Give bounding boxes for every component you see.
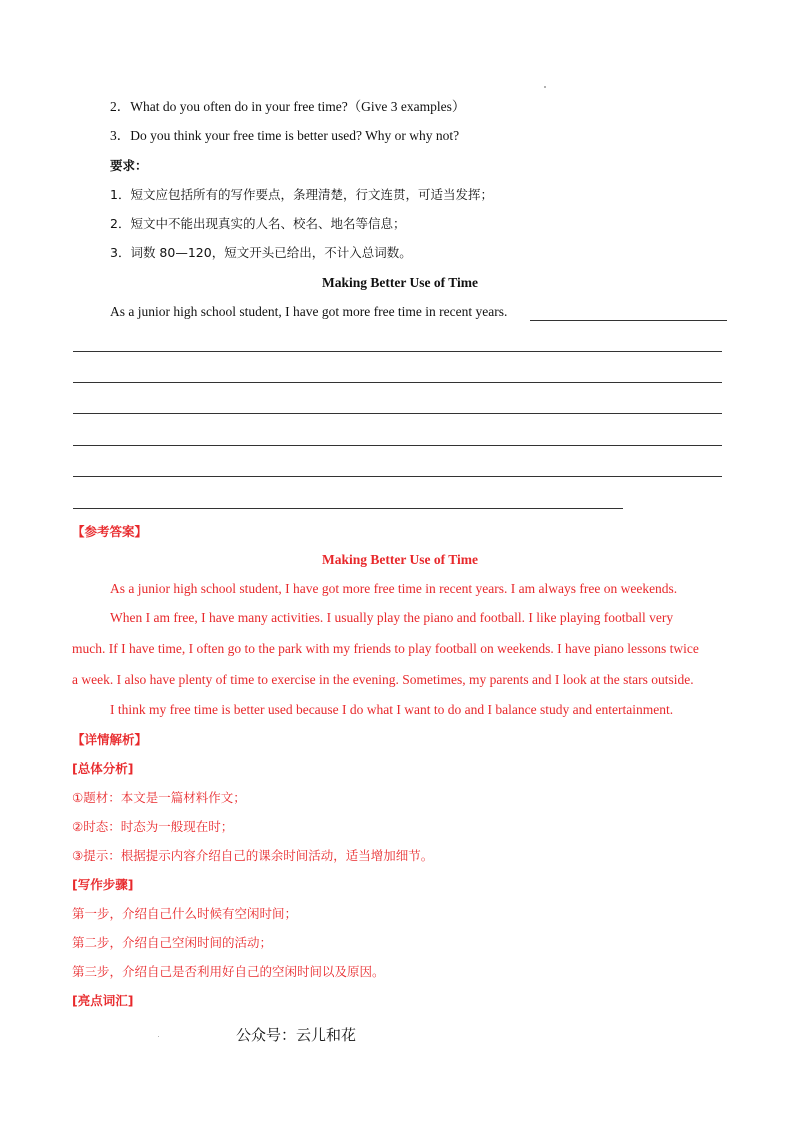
footer-watermark: 公众号：云儿和花 bbox=[236, 1026, 357, 1044]
writing-steps-label: [写作步骤] bbox=[72, 877, 134, 892]
writing-line[interactable] bbox=[530, 320, 727, 321]
highlight-vocab-label: [亮点词汇] bbox=[72, 993, 134, 1008]
reference-answer-title: Making Better Use of Time bbox=[322, 552, 478, 567]
scan-speck bbox=[544, 86, 546, 88]
reference-answer-heading: 【参考答案】 bbox=[72, 524, 148, 539]
answer-line: much. If I have time, I often go to the park with my friends to play football on weekends. I have piano lessons twice bbox=[72, 641, 699, 656]
overall-analysis-item: ①题材：本文是一篇材料作文； bbox=[72, 790, 246, 805]
analysis-heading: 【详情解析】 bbox=[72, 732, 148, 747]
writing-line[interactable] bbox=[73, 382, 722, 383]
answer-line: As a junior high school student, I have got more free time in recent years. I am always free on weekends. bbox=[110, 581, 678, 596]
writing-step: 第一步，介绍自己什么时候有空闲时间； bbox=[72, 906, 298, 921]
scan-speck bbox=[158, 1036, 159, 1037]
writing-step: 第三步，介绍自己是否利用好自己的空闲时间以及原因。 bbox=[72, 964, 385, 979]
requirement-1: 1．短文应包括所有的写作要点，条理清楚，行文连贯，可适当发挥； bbox=[110, 187, 493, 202]
overall-analysis-item: ②时态：时态为一般现在时； bbox=[72, 819, 234, 834]
requirements-heading: 要求： bbox=[110, 158, 148, 173]
question-3: 3．Do you think your free time is better used? Why or why not? bbox=[110, 128, 460, 143]
essay-opening: As a junior high school student, I have got more free time in recent years. bbox=[110, 304, 508, 319]
writing-line[interactable] bbox=[73, 413, 722, 414]
writing-line[interactable] bbox=[73, 351, 722, 352]
overall-analysis-item: ③提示：根据提示内容介绍自己的课余时间活动，适当增加细节。 bbox=[72, 848, 434, 863]
answer-line: When I am free, I have many activities. I usually play the piano and football. I like playing football very bbox=[110, 610, 674, 625]
writing-line[interactable] bbox=[73, 445, 722, 446]
question-2: 2．What do you often do in your free time?（Give 3 examples） bbox=[110, 99, 466, 114]
writing-line[interactable] bbox=[73, 476, 722, 477]
writing-step: 第二步，介绍自己空闲时间的活动； bbox=[72, 935, 273, 950]
overall-analysis-label: [总体分析] bbox=[72, 761, 134, 776]
answer-line: I think my free time is better used because I do what I want to do and I balance study and entertainment. bbox=[110, 702, 674, 717]
requirement-3: 3．词数 80—120，短文开头已给出，不计入总词数。 bbox=[110, 245, 412, 260]
essay-title: Making Better Use of Time bbox=[322, 275, 478, 290]
answer-line: a week. I also have plenty of time to exercise in the evening. Sometimes, my parents and I look at the stars outside. bbox=[72, 672, 694, 687]
writing-line[interactable] bbox=[73, 508, 623, 509]
requirement-2: 2．短文中不能出现真实的人名、校名、地名等信息； bbox=[110, 216, 406, 231]
